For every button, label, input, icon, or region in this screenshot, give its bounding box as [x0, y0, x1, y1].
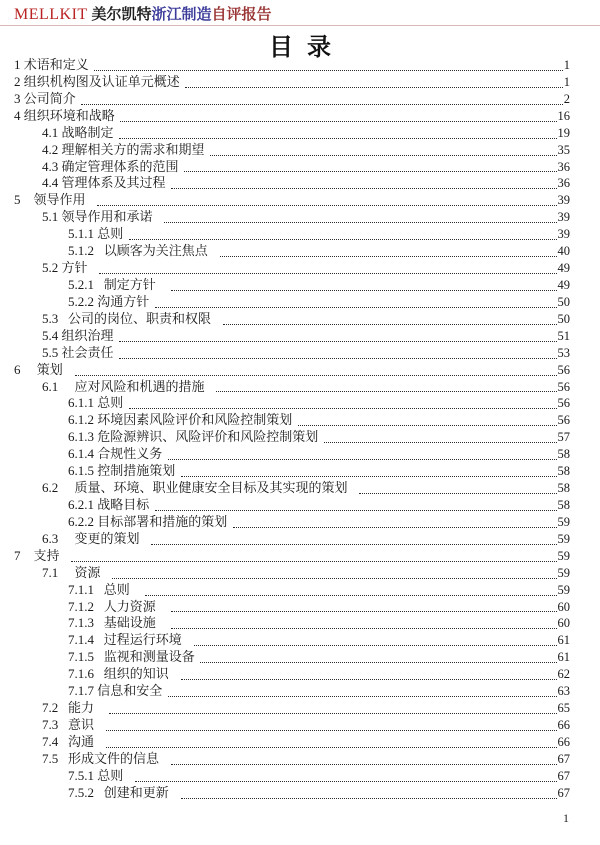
- toc-row[interactable]: [14, 649, 570, 666]
- toc-entry-text: 5.1.1 总则: [68, 226, 127, 242]
- dot-leader: [112, 578, 556, 579]
- dot-leader: [181, 679, 557, 680]
- dot-leader: [233, 527, 557, 528]
- toc-entry-text: 5.1 领导作用和承诺: [42, 209, 163, 225]
- toc-page-number: 67: [557, 751, 570, 766]
- toc-page-number: 40: [557, 244, 570, 259]
- header-divider: [0, 25, 600, 26]
- toc-row[interactable]: [14, 497, 570, 514]
- footer-page-number: 1: [563, 811, 569, 825]
- toc-page-number: 39: [557, 210, 570, 225]
- toc-entry-text: 7 支持: [14, 547, 70, 563]
- toc-entry-text: 7.1.2 人力资源: [68, 598, 169, 614]
- toc-page-number: 49: [557, 261, 570, 276]
- toc-row[interactable]: [14, 531, 570, 548]
- dot-leader: [99, 273, 556, 274]
- toc-row[interactable]: [14, 108, 570, 125]
- toc-entry-text: 5.3 公司的岗位、职责和权限: [42, 310, 221, 326]
- dot-leader: [168, 459, 557, 460]
- toc-page-number: 39: [557, 227, 570, 242]
- toc-page-number: 16: [557, 108, 570, 123]
- dot-leader: [155, 307, 557, 308]
- toc-entry-text: 7.3 意识: [42, 716, 104, 732]
- toc-page-number: 59: [557, 582, 570, 597]
- toc-row[interactable]: [14, 632, 570, 649]
- toc-row[interactable]: [14, 734, 570, 751]
- dot-leader: [171, 764, 557, 765]
- toc-entry-text: 7.1 资源: [42, 564, 111, 580]
- toc-page-number: 36: [557, 159, 570, 174]
- dot-leader: [106, 747, 557, 748]
- toc-page-number: 57: [557, 430, 570, 445]
- dot-leader: [216, 391, 556, 392]
- dot-leader: [81, 104, 563, 105]
- toc-row[interactable]: [14, 565, 570, 582]
- toc-page-number: 53: [557, 345, 570, 360]
- toc-list: [14, 57, 570, 802]
- dot-leader: [129, 408, 557, 409]
- toc-entry-text: 7.1.1 总则: [68, 581, 143, 597]
- dot-leader: [181, 798, 557, 799]
- toc-row[interactable]: [14, 192, 570, 209]
- toc-page-number: 67: [557, 785, 570, 800]
- toc-page-number: 58: [557, 447, 570, 462]
- toc-entry-text: 4.2 理解相关方的需求和期望: [42, 141, 208, 157]
- toc-page-number: 66: [557, 734, 570, 749]
- toc-page-number: 60: [557, 616, 570, 631]
- toc-entry-text: 6.1.1 总则: [68, 395, 127, 411]
- toc-entry-text: 4 组织环境和战略: [14, 107, 119, 123]
- dot-leader: [145, 595, 557, 596]
- dot-leader: [106, 730, 557, 731]
- toc-page-number: 50: [557, 294, 570, 309]
- toc-row[interactable]: [14, 683, 570, 700]
- brand-name: MELLKIT: [14, 6, 88, 23]
- toc-row[interactable]: [14, 125, 570, 142]
- toc-row[interactable]: [14, 328, 570, 345]
- toc-page-number: 56: [557, 362, 570, 377]
- toc-row[interactable]: [14, 175, 570, 192]
- certification-name: 浙江制造: [151, 7, 212, 23]
- dot-leader: [223, 324, 557, 325]
- toc-row[interactable]: [14, 345, 570, 362]
- toc-row[interactable]: [14, 260, 570, 277]
- toc-entry-text: 6.1.4 合规性义务: [68, 446, 166, 462]
- dot-leader: [324, 442, 557, 443]
- toc-page-number: 19: [557, 125, 570, 140]
- toc-entry-text: 5.2.1 制定方针: [68, 276, 169, 292]
- toc-row[interactable]: [14, 548, 570, 565]
- dot-leader: [298, 425, 557, 426]
- dot-leader: [171, 290, 557, 291]
- toc-row[interactable]: [14, 446, 570, 463]
- toc-entry-text: 7.5.1 总则: [68, 767, 134, 783]
- toc-page-number: 36: [557, 176, 570, 191]
- toc-row[interactable]: [14, 243, 570, 260]
- toc-row[interactable]: [14, 277, 570, 294]
- toc-row[interactable]: [14, 582, 570, 599]
- toc-page-number: 60: [557, 599, 570, 614]
- dot-leader: [171, 628, 557, 629]
- toc-page-number: 1: [563, 74, 570, 89]
- dot-leader: [155, 510, 557, 511]
- toc-entry-text: 1 术语和定义: [14, 57, 93, 72]
- toc-entry-text: 5 领导作用: [14, 192, 96, 208]
- toc-entry-text: 5.2 方针: [42, 260, 98, 276]
- toc-row[interactable]: [14, 91, 570, 108]
- toc-page-number: 56: [557, 413, 570, 428]
- dot-leader: [109, 713, 556, 714]
- dot-leader: [120, 121, 556, 122]
- dot-leader: [181, 476, 557, 477]
- toc-page-number: 56: [557, 396, 570, 411]
- toc-row[interactable]: [14, 57, 570, 74]
- toc-entry-text: 7.1.4 过程运行环境: [68, 632, 192, 648]
- toc-page-number: 61: [557, 650, 570, 665]
- toc-row[interactable]: [14, 294, 570, 311]
- toc-page-number: 56: [557, 379, 570, 394]
- toc-page-number: 59: [557, 531, 570, 546]
- dot-leader: [151, 544, 556, 545]
- dot-leader: [135, 781, 556, 782]
- toc-entry-text: 7.5 形成文件的信息: [42, 750, 169, 766]
- toc-row[interactable]: [14, 226, 570, 243]
- toc-entry-text: 7.5.2 创建和更新: [68, 784, 179, 800]
- toc-page-number: 59: [557, 514, 570, 529]
- toc-page-number: 65: [557, 701, 570, 716]
- toc-row[interactable]: [14, 412, 570, 429]
- toc-entry-text: 6 策划: [14, 361, 73, 377]
- dot-leader: [185, 87, 563, 88]
- dot-leader: [94, 70, 563, 71]
- toc-page-number: 58: [557, 481, 570, 496]
- toc-row[interactable]: [14, 751, 570, 768]
- toc-entry-text: 5.5 社会责任: [42, 344, 117, 360]
- toc-entry-text: 5.4 组织治理: [42, 327, 117, 343]
- toc-entry-text: 7.2 能力: [42, 700, 108, 716]
- toc-page-number: 67: [557, 768, 570, 783]
- toc-row[interactable]: [14, 514, 570, 531]
- dot-leader: [164, 222, 556, 223]
- toc-entry-text: 5.2.2 沟通方针: [68, 293, 153, 309]
- toc-entry-text: 4.1 战略制定: [42, 124, 117, 140]
- toc-row[interactable]: [14, 74, 570, 91]
- toc-row[interactable]: [14, 379, 570, 396]
- dot-leader: [71, 561, 556, 562]
- dot-leader: [119, 358, 557, 359]
- toc-row[interactable]: [14, 311, 570, 328]
- dot-leader: [119, 341, 557, 342]
- toc-page-number: 39: [557, 193, 570, 208]
- toc-entry-text: 6.2.2 目标部署和措施的策划: [68, 513, 231, 529]
- document-header: [14, 6, 586, 24]
- toc-page-number: 58: [557, 497, 570, 512]
- report-type: 自评报告: [211, 7, 272, 23]
- company-name: 美尔凯特: [87, 7, 152, 23]
- dot-leader: [359, 493, 556, 494]
- toc-page-number: 63: [557, 684, 570, 699]
- dot-leader: [171, 611, 557, 612]
- dot-leader: [97, 205, 556, 206]
- toc-page-number: 2: [563, 91, 570, 106]
- toc-row[interactable]: [14, 785, 570, 802]
- toc-row[interactable]: [14, 768, 570, 785]
- dot-leader: [194, 645, 557, 646]
- dot-leader: [210, 155, 557, 156]
- toc-entry-text: 7.1.3 基础设施: [68, 615, 169, 631]
- toc-page-number: 59: [557, 565, 570, 580]
- toc-row[interactable]: [14, 209, 570, 226]
- dot-leader: [75, 375, 557, 376]
- toc-row[interactable]: [14, 395, 570, 412]
- toc-row[interactable]: [14, 717, 570, 734]
- toc-page-number: 51: [557, 328, 570, 343]
- toc-entry-text: 2 组织机构图及认证单元概述: [14, 73, 184, 89]
- toc-row[interactable]: [14, 463, 570, 480]
- dot-leader: [171, 188, 557, 189]
- dot-leader: [119, 138, 557, 139]
- toc-row[interactable]: [14, 362, 570, 379]
- toc-row[interactable]: [14, 142, 570, 159]
- toc-title: 目录: [269, 35, 345, 61]
- toc-page-number: 61: [557, 633, 570, 648]
- toc-entry-text: 7.1.6 组织的知识: [68, 666, 179, 682]
- toc-entry-text: 3 公司简介: [14, 90, 80, 106]
- toc-page-number: 58: [557, 464, 570, 479]
- toc-page-number: 49: [557, 277, 570, 292]
- toc-row[interactable]: [14, 429, 570, 446]
- dot-leader: [184, 171, 557, 172]
- toc-row[interactable]: [14, 666, 570, 683]
- toc-row[interactable]: [14, 700, 570, 717]
- toc-entry-text: 7.1.7 信息和安全: [68, 683, 166, 699]
- toc-page-number: 1: [563, 58, 570, 72]
- toc-entry-text: 6.1 应对风险和机遇的措施: [42, 378, 215, 394]
- toc-entry-text: 6.1.2 环境因素风险评价和风险控制策划: [68, 412, 296, 428]
- toc-row[interactable]: [14, 159, 570, 176]
- toc-page-number: 50: [557, 311, 570, 326]
- toc-entry-text: 6.1.3 危险源辨识、风险评价和风险控制策划: [68, 429, 322, 445]
- toc-entry-text: 4.4 管理体系及其过程: [42, 175, 169, 191]
- toc-entry-text: 6.2.1 战略目标: [68, 496, 153, 512]
- toc-row[interactable]: [14, 599, 570, 616]
- dot-leader: [129, 239, 557, 240]
- toc-page-number: 35: [557, 142, 570, 157]
- dot-leader: [200, 662, 556, 663]
- toc-page-number: 62: [557, 667, 570, 682]
- dot-leader: [168, 696, 557, 697]
- toc-entry-text: 7.4 沟通: [42, 733, 104, 749]
- toc-page-number: 66: [557, 717, 570, 732]
- dot-leader: [220, 256, 557, 257]
- toc-entry-text: 4.3 确定管理体系的范围: [42, 158, 182, 174]
- toc-row[interactable]: [14, 615, 570, 632]
- toc-row[interactable]: [14, 480, 570, 497]
- toc-entry-text: 6.3 变更的策划: [42, 530, 150, 546]
- toc-page-number: 59: [557, 548, 570, 563]
- toc-entry-text: 5.1.2 以顾客为关注焦点: [68, 243, 218, 259]
- toc-entry-text: 7.1.5 监视和测量设备: [68, 649, 199, 665]
- toc-entry-text: 6.1.5 控制措施策划: [68, 463, 179, 479]
- toc-entry-text: 6.2 质量、环境、职业健康安全目标及其实现的策划: [42, 480, 358, 496]
